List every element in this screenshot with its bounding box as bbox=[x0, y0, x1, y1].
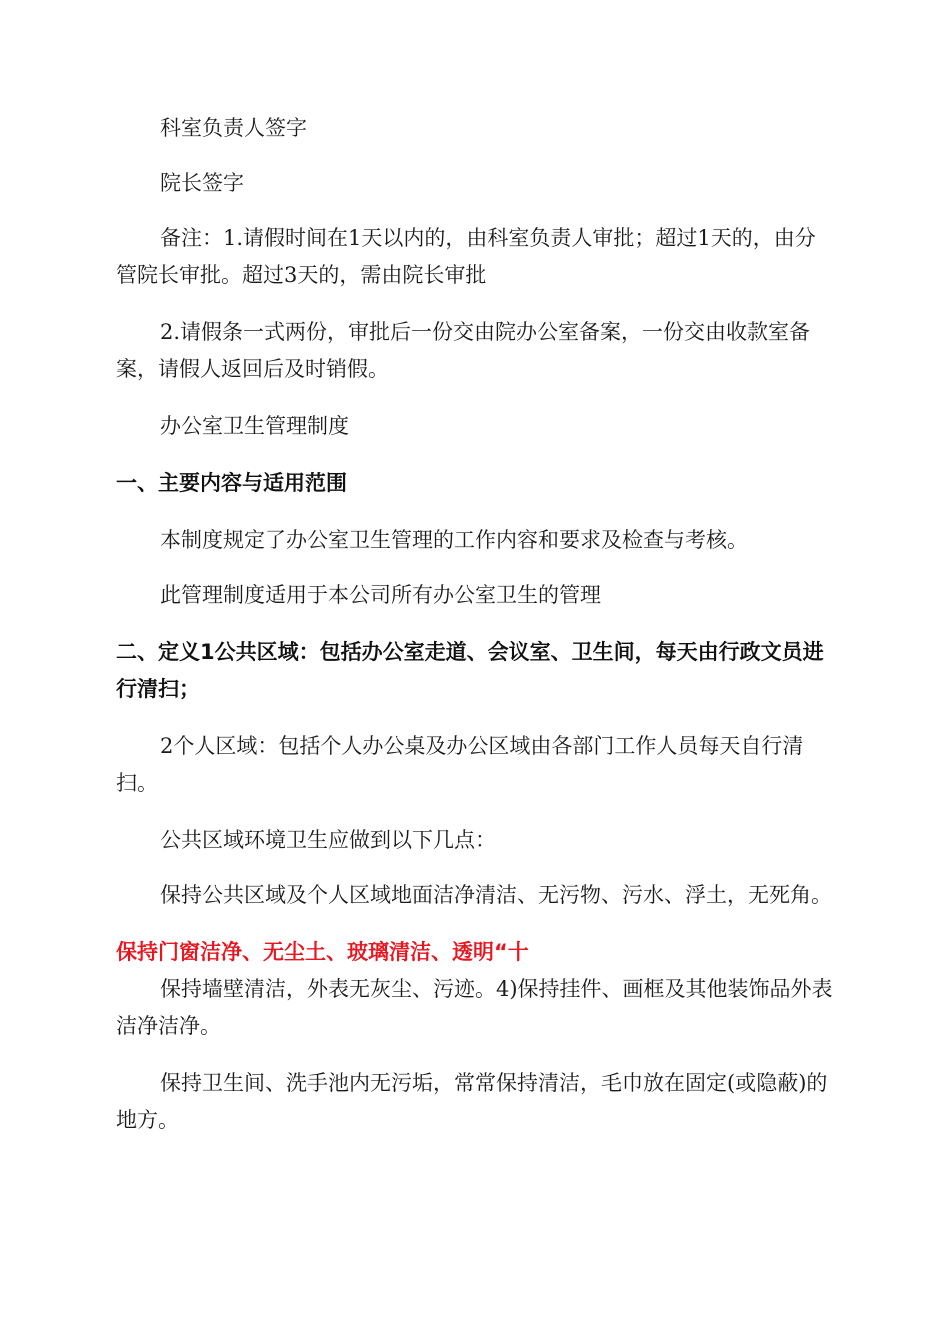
regulation-title: 办公室卫生管理制度 bbox=[160, 414, 349, 438]
section-heading-definition: 二、定义1公共区域：包括办公室走道、会议室、卫生间，每天由行政文员进行清扫； bbox=[116, 640, 824, 701]
dept-head-signature-line: 科室负责人签字 bbox=[160, 116, 307, 140]
public-area-requirements-intro: 公共区域环境卫生应做到以下几点： bbox=[160, 828, 496, 852]
walls-cleanliness-paragraph: 保持墙壁清洁，外表无灰尘、污迹。4)保持挂件、画框及其他装饰品外表洁净洁净。 bbox=[116, 977, 833, 1038]
personal-area-paragraph: 2个人区域：包括个人办公桌及办公区域由各部门工作人员每天自行清扫。 bbox=[116, 734, 804, 795]
document-body bbox=[116, 110, 836, 1139]
scope-paragraph-2: 此管理制度适用于本公司所有办公室卫生的管理 bbox=[160, 583, 601, 607]
restroom-cleanliness-paragraph: 保持卫生间、洗手池内无污垢，常常保持清洁，毛巾放在固定(或隐蔽)的地方。 bbox=[116, 1071, 828, 1132]
remark-paragraph-2: 2.请假条一式两份，审批后一份交由院办公室备案，一份交由收款室备案，请假人返回后及时销假。 bbox=[116, 320, 811, 381]
president-signature-line: 院长签字 bbox=[160, 171, 244, 195]
highlighted-heading-windows: 保持门窗洁净、无尘土、玻璃清洁、透明“十 bbox=[116, 940, 529, 964]
floor-cleanliness-paragraph: 保持公共区域及个人区域地面洁净清洁、无污物、污水、浮土，无死角。 bbox=[160, 883, 832, 907]
remark-paragraph-1: 备注：1.请假时间在1天以内的，由科室负责人审批；超过1天的，由分管院长审批。超过3天的，需由院长审批 bbox=[116, 226, 816, 287]
scope-paragraph-1: 本制度规定了办公室卫生管理的工作内容和要求及检查与考核。 bbox=[160, 528, 748, 552]
section-heading-scope: 一、主要内容与适用范围 bbox=[116, 471, 347, 495]
